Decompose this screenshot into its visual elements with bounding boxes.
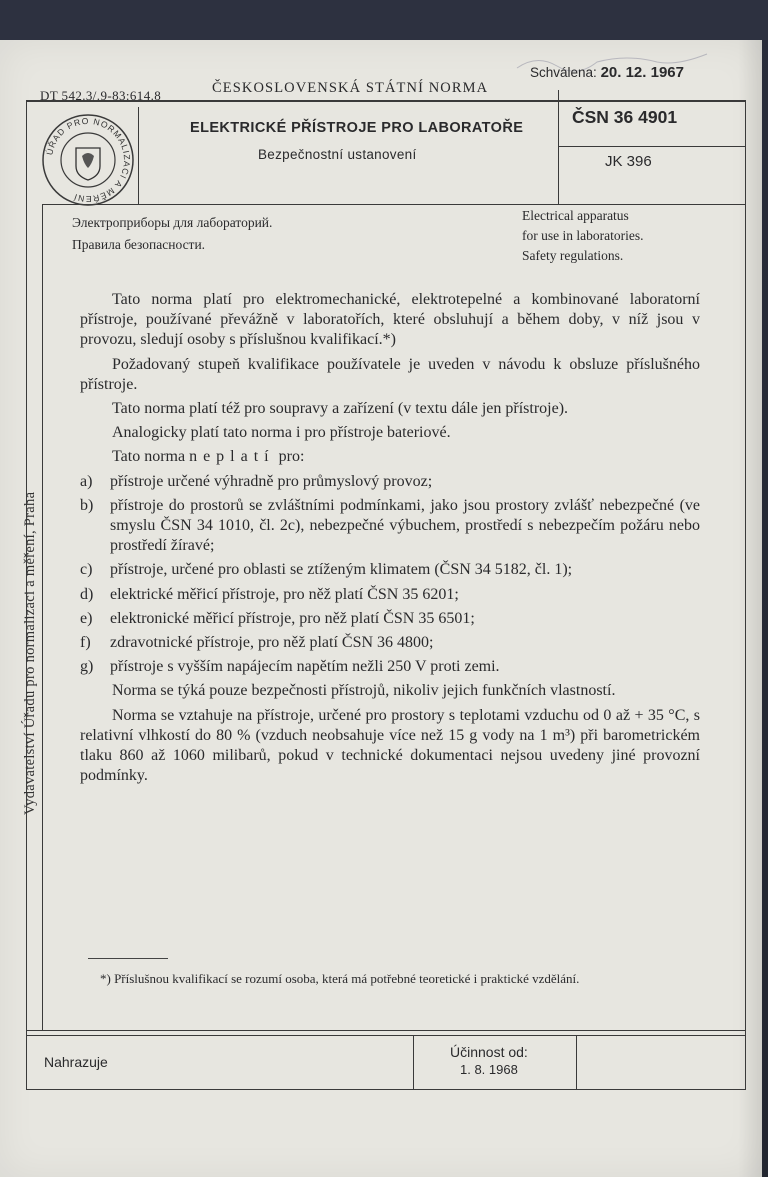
ru-line: Электроприборы для лабораторий. — [72, 215, 273, 230]
list-item — [80, 657, 700, 677]
inner-left-rule — [42, 204, 43, 1030]
english-title — [522, 206, 643, 266]
list-text: přístroje, určené pro oblasti se ztíženým klimatem (ČSN 34 5182, čl. 1); — [110, 561, 573, 579]
paragraph: Požadovaný stupeň kvalifikace používatele je uveden v návodu k obsluze příslušného přístroje. — [80, 355, 700, 393]
list-item — [80, 585, 700, 605]
effective-date: 1. 8. 1968 — [460, 1062, 518, 1077]
exclusion-suffix: pro: — [278, 448, 305, 466]
en-line: for use in laboratories. — [522, 228, 644, 243]
list-key: d) — [80, 585, 94, 603]
header-divider-right — [558, 90, 559, 204]
list-item — [80, 609, 700, 629]
list-key: f) — [80, 634, 91, 652]
header-divider-left — [138, 107, 139, 204]
en-line: Electrical apparatus — [522, 208, 629, 223]
en-line: Safety regulations. — [522, 248, 624, 263]
footnote: *) Příslušnou kvalifikací se rozumí osoba, která má potřebné teoretické i praktické vzdělání. — [100, 971, 580, 986]
publisher-side-text: Vydavatelství Úřadu pro normalizaci a měření, Praha — [22, 491, 38, 815]
replaces-label: Nahrazuje — [44, 1054, 108, 1070]
standard-box-divider — [558, 146, 746, 147]
agency-heading: ČESKOSLOVENSKÁ STÁTNÍ NORMA — [212, 80, 489, 96]
document-title: ELEKTRICKÉ PŘÍSTROJE PRO LABORATOŘE — [190, 120, 524, 136]
russian-title — [72, 212, 272, 256]
standard-number: ČSN 36 4901 — [572, 107, 678, 127]
list-key: e) — [80, 609, 93, 627]
paragraph-exclusions — [80, 447, 700, 467]
office-seal-icon — [40, 112, 136, 208]
effective-date-block — [450, 1043, 528, 1079]
paragraph: Analogicky platí tato norma i pro přístroje bateriové. — [112, 424, 451, 442]
list-key: c) — [80, 561, 93, 579]
paragraph: Tato norma platí též pro soupravy a zařízení (v textu dále jen přístroje). — [112, 400, 569, 418]
footer-divider-1 — [413, 1035, 414, 1090]
list-text: elektronické měřicí přístroje, pro něž platí ČSN 35 6501; — [110, 609, 475, 627]
list-item — [80, 472, 700, 492]
jk-code: JK 396 — [605, 153, 652, 170]
footer-top-line — [26, 1030, 746, 1031]
list-key: g) — [80, 658, 94, 676]
approved-label: Schválena: — [530, 65, 597, 80]
ru-line: Правила безопасности. — [72, 237, 206, 252]
footer-divider-2 — [576, 1035, 577, 1090]
list-item — [80, 560, 700, 580]
document-body — [80, 290, 700, 790]
list-item — [80, 496, 700, 557]
approval — [530, 64, 684, 81]
list-text: elektrické měřicí přístroje, pro něž platí ČSN 35 6201; — [110, 585, 459, 603]
exclusion-list — [80, 472, 700, 678]
list-key: a) — [80, 472, 93, 490]
list-key: b) — [80, 496, 94, 514]
paragraph: Tato norma platí pro elektromechanické, elektrotepelné a kombinované laboratorní přístroje, používané převážně v laboratořích, které obsluhují a během doby, v níž jsou v provozu, sledují osoby s příslušnou kvalifikací.*) — [80, 291, 700, 349]
list-text: přístroje do prostorů se zvláštními podmínkami, jako jsou prostory zvlášť nebezpečné (ve smyslu ČSN 34 1010, čl. 2c), nebezpečné výbuchem, prostředí s nebezpečím požáru nebo prostředí žíravé; — [110, 496, 700, 555]
list-text: přístroje určené výhradně pro průmyslový provoz; — [110, 472, 433, 490]
list-text: přístroje s vyšším napájecím napětím nežli 250 V proti zemi. — [110, 658, 500, 676]
footer-top-line-2 — [26, 1035, 746, 1036]
effective-label: Účinnost od: — [450, 1044, 528, 1060]
paragraph: Norma se týká pouze bezpečnosti přístrojů, nikoliv jejich funkčních vlastností. — [112, 682, 616, 700]
list-item — [80, 633, 700, 653]
approved-date: 20. 12. 1967 — [600, 64, 684, 81]
document-subtitle: Bezpečnostní ustanovení — [258, 147, 417, 162]
dt-code: DT 542.3/.9-83:614.8 — [40, 88, 162, 103]
list-text: zdravotnické přístroje, pro něž platí ČSN 36 4800; — [110, 634, 434, 652]
exclusion-keyword: neplatí — [189, 448, 275, 466]
exclusion-intro: Tato norma — [112, 448, 186, 466]
seal-text: ÚŘAD PRO NORMALIZACI A MĚŘENÍ — [44, 115, 133, 205]
paragraph: Norma se vztahuje na přístroje, určené pro prostory s teplotami vzduchu od 0 až + 35 °C, s relativní vlhkostí do 80 % (vzduch neobsahuje více než 15 g vody na 1 m³) při barometrickém tlaku 860 až 1060 milibarů, pokud v technické dokumentaci nejsou uvedeny jiné provozní podmínky. — [80, 706, 700, 785]
header-bottom-line — [42, 204, 746, 205]
footnote-rule — [88, 958, 168, 959]
